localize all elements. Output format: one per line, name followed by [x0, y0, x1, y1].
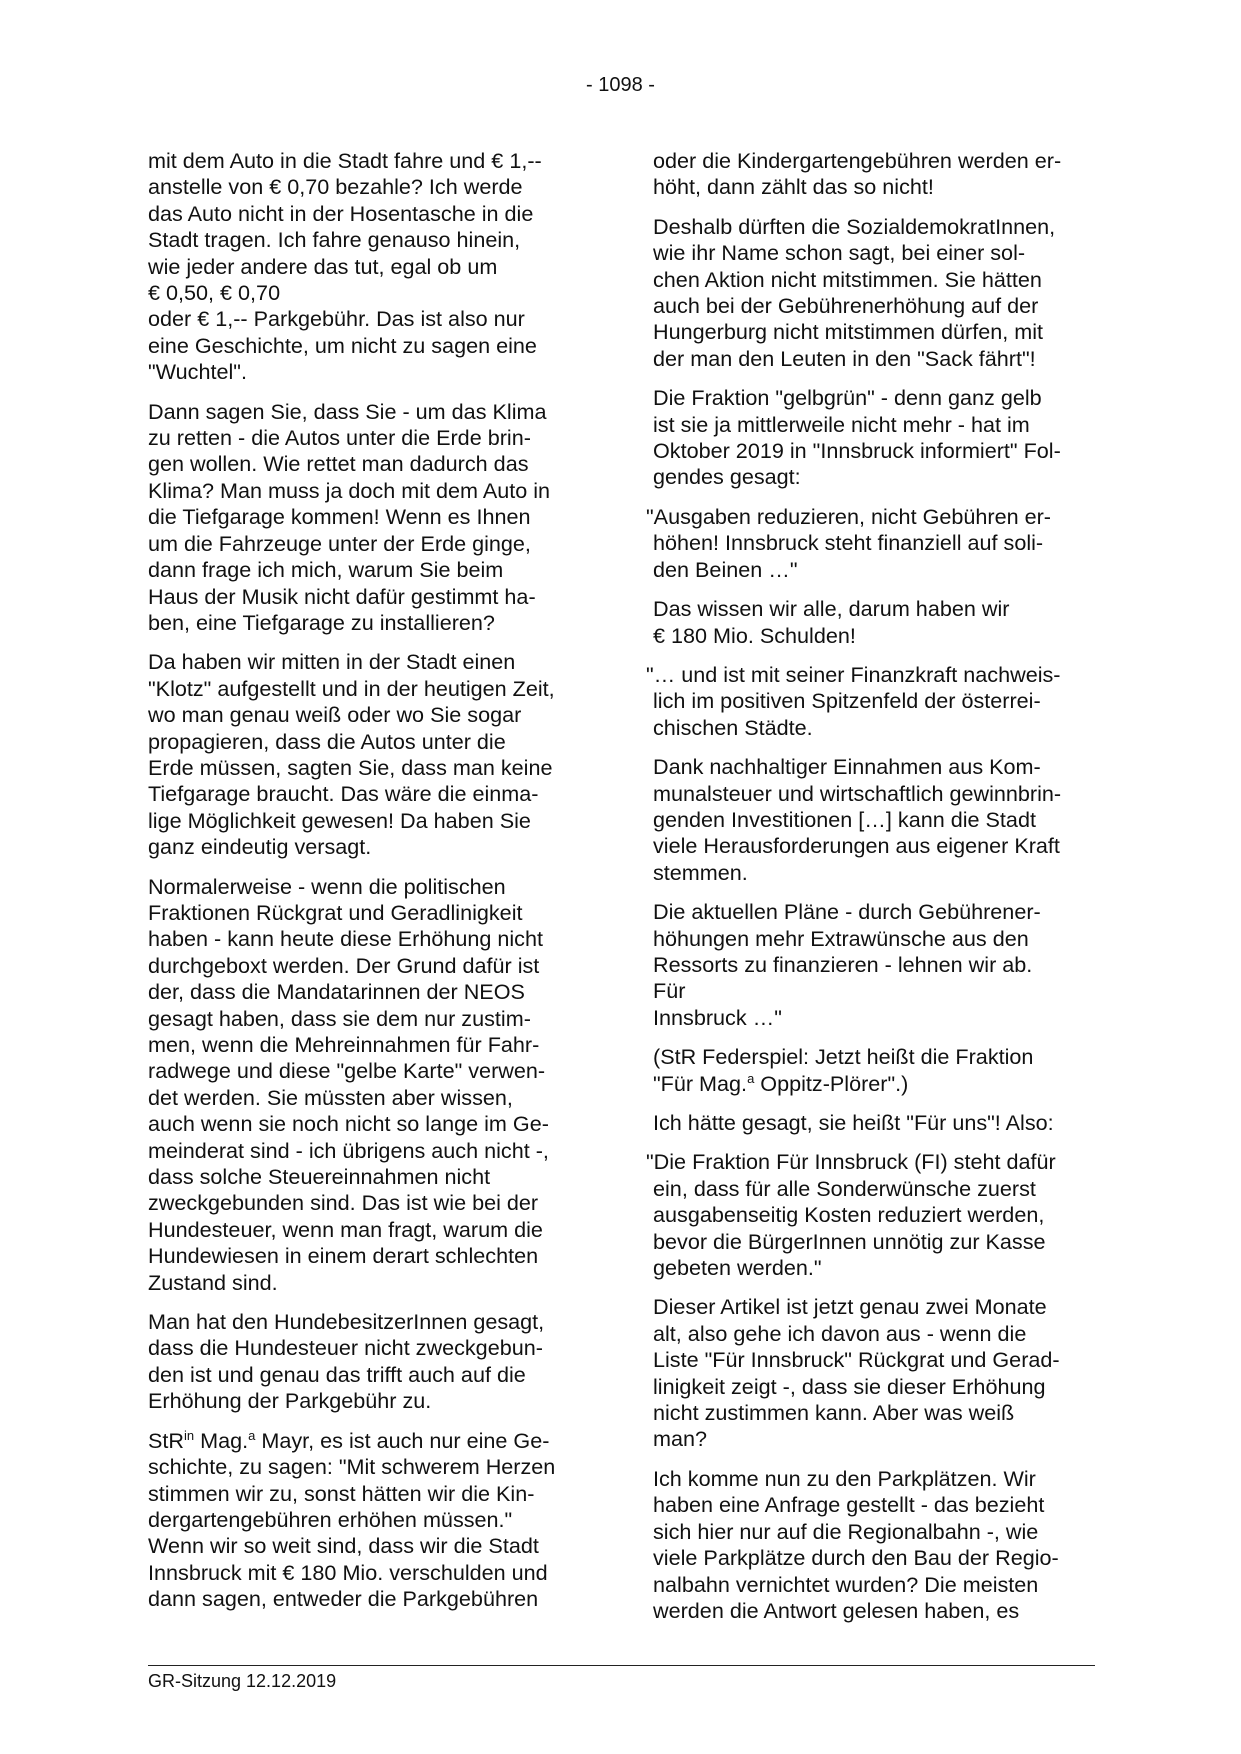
paragraph: Die Fraktion "gelbgrün" - denn ganz gelb ist sie ja mittlerweile nicht mehr - hat im Oktober 2019 in "Innsbruck informiert" Fol- gendes gesagt: [653, 385, 1061, 490]
paragraph: Deshalb dürften die SozialdemokratInnen, wie ihr Name schon sagt, bei einer sol- chen Aktion nicht mitstimmen. Sie hätten auch bei der Gebührenerhöhung auf der Hungerburg nicht mitstimmen dürfen, mit der man den Leuten in den "Sack fährt"! [653, 213, 1056, 371]
paragraph: Dieser Artikel ist jetzt genau zwei Monate alt, also gehe ich davon aus - wenn die Liste "Für Innsbruck" Rückgrat und Gerad- linigkeit zeigt -, dass sie dieser Erhöhung nicht zustimmen kann. Aber was weiß man? [653, 1294, 1060, 1452]
paragraph: Dann sagen Sie, dass Sie - um das Klima zu retten - die Autos unter die Erde brin- gen wollen. Wie rettet man dadurch das Klima? Man muss ja doch mit dem Auto in die Tiefgarage kommen! Wenn es Ihnen um die Fahrzeuge unter der Erde ginge, dann frage ich mich, warum Sie beim Haus der Musik nicht dafür gestimmt ha- ben, eine Tiefgarage zu installieren? [148, 398, 551, 635]
paragraph: Man hat den HundebesitzerInnen gesagt, dass die Hundesteuer nicht zweckgebun- den ist und genau das trifft auch auf die Erhöhung der Parkgebühr zu. [148, 1309, 545, 1414]
superscript: a [248, 1427, 256, 1443]
footer-divider [148, 1665, 1095, 1666]
quote: "… und ist mit seiner Finanzkraft nachweis- lich im positiven Spitzenfeld der österrei- chischen Städte. [646, 661, 1061, 740]
paragraph: oder die Kindergartengebühren werden er- höht, dann zählt das so nicht! [653, 148, 1062, 200]
paragraph: Das wissen wir alle, darum haben wir € 180 Mio. Schulden! [653, 596, 1010, 648]
paragraph: Ich hätte gesagt, sie heißt "Für uns"! Also: [653, 1110, 1054, 1135]
superscript: a [747, 1070, 755, 1086]
paragraph: Ich komme nun zu den Parkplätzen. Wir haben eine Anfrage gestellt - das bezieht sich hier nur auf die Regionalbahn -, wie viele Parkplätze durch den Bau der Regio- nalbahn vernichtet wurden? Die meisten werden die Antwort gelesen haben, es [653, 1465, 1059, 1623]
interjection [653, 1044, 1097, 1097]
paragraph: Da haben wir mitten in der Stadt einen "Klotz" aufgestellt und in der heutigen Zeit, wo man genau weiß oder wo Sie sogar propagieren, dass die Autos unter die Erde müssen, sagten Sie, dass man keine Tiefgarage braucht. Das wäre die einma- lige Möglichkeit gewesen! Da haben Sie ganz eindeutig versagt. [148, 649, 555, 860]
text-segment: Mayr, es ist auch nur eine Ge- schichte, zu sagen: "Mit schwerem Herzen stimmen wir zu, sonst hätten wir die Kin- dergartengebühren erhöhen müssen." Wenn wir so weit sind, dass wir die Stadt Innsbruck mit € 180 Mio. verschulden und dann sagen, entweder die Parkgebühren [148, 1427, 556, 1612]
text-segment: Mag. [194, 1427, 249, 1453]
superscript: in [184, 1427, 195, 1443]
paragraph [148, 1428, 586, 1613]
paragraph: Normalerweise - wenn die politischen Fraktionen Rückgrat und Geradlinigkeit haben - kann heute diese Erhöhung nicht durchgeboxt werden. Der Grund dafür ist der, dass die Mandatarinnen der NEOS gesagt haben, dass sie dem nur zustim- men, wenn die Mehreinnahmen für Fahr- radwege und diese "gelbe Karte" verwen- det werden. Sie müssten aber wissen, auch wenn sie noch nicht so lange im Ge- meinderat sind - ich übrigens auch nicht -, dass solche Steuereinnahmen nicht zweckgebunden sind. Das ist wie bei der Hundesteuer, wenn man fragt, warum die Hundewiesen in einem derart schlechten Zustand sind. [148, 873, 549, 1295]
paragraph: mit dem Auto in die Stadt fahre und € 1,-- anstelle von € 0,70 bezahle? Ich werde das Auto nicht in der Hosentasche in die Stadt tragen. Ich fahre genauso hinein, wie jeder andere das tut, egal ob um € 0,50, € 0,70 oder € 1,-- Parkgebühr. Das ist also nur eine Geschichte, um nicht zu sagen eine "Wuchtel". [148, 148, 542, 385]
right-column [646, 148, 1097, 1637]
paragraph: Dank nachhaltiger Einnahmen aus Kom- munalsteuer und wirtschaftlich gewinnbrin- genden Investitionen […] kann die Stadt viele Herausforderungen aus eigener Kraft stemmen. [653, 754, 1062, 885]
paragraph: Die aktuellen Pläne - durch Gebührener- höhungen mehr Extrawünsche aus den Ressorts zu finanzieren - lehnen wir ab. Für Innsbruck …" [653, 899, 1041, 1030]
quote: "Ausgaben reduzieren, nicht Gebühren er- höhen! Innsbruck steht finanziell auf soli- den Beinen …" [646, 503, 1051, 582]
text-segment: Oppitz-Plörer".) [754, 1070, 909, 1096]
page-number: - 1098 - [586, 74, 655, 96]
left-column [148, 148, 586, 1626]
quote: "Die Fraktion Für Innsbruck (FI) steht dafür ein, dass für alle Sonderwünsche zuerst ausgabenseitig Kosten reduziert werden, bevor die BürgerInnen unnötig zur Kasse gebeten werden." [646, 1149, 1056, 1281]
text-segment: (StR Federspiel: Jetzt heißt die Fraktion "Für Mag. [653, 1044, 1034, 1096]
text-segment: StR [148, 1427, 184, 1453]
footer-text: GR-Sitzung 12.12.2019 [148, 1671, 337, 1691]
